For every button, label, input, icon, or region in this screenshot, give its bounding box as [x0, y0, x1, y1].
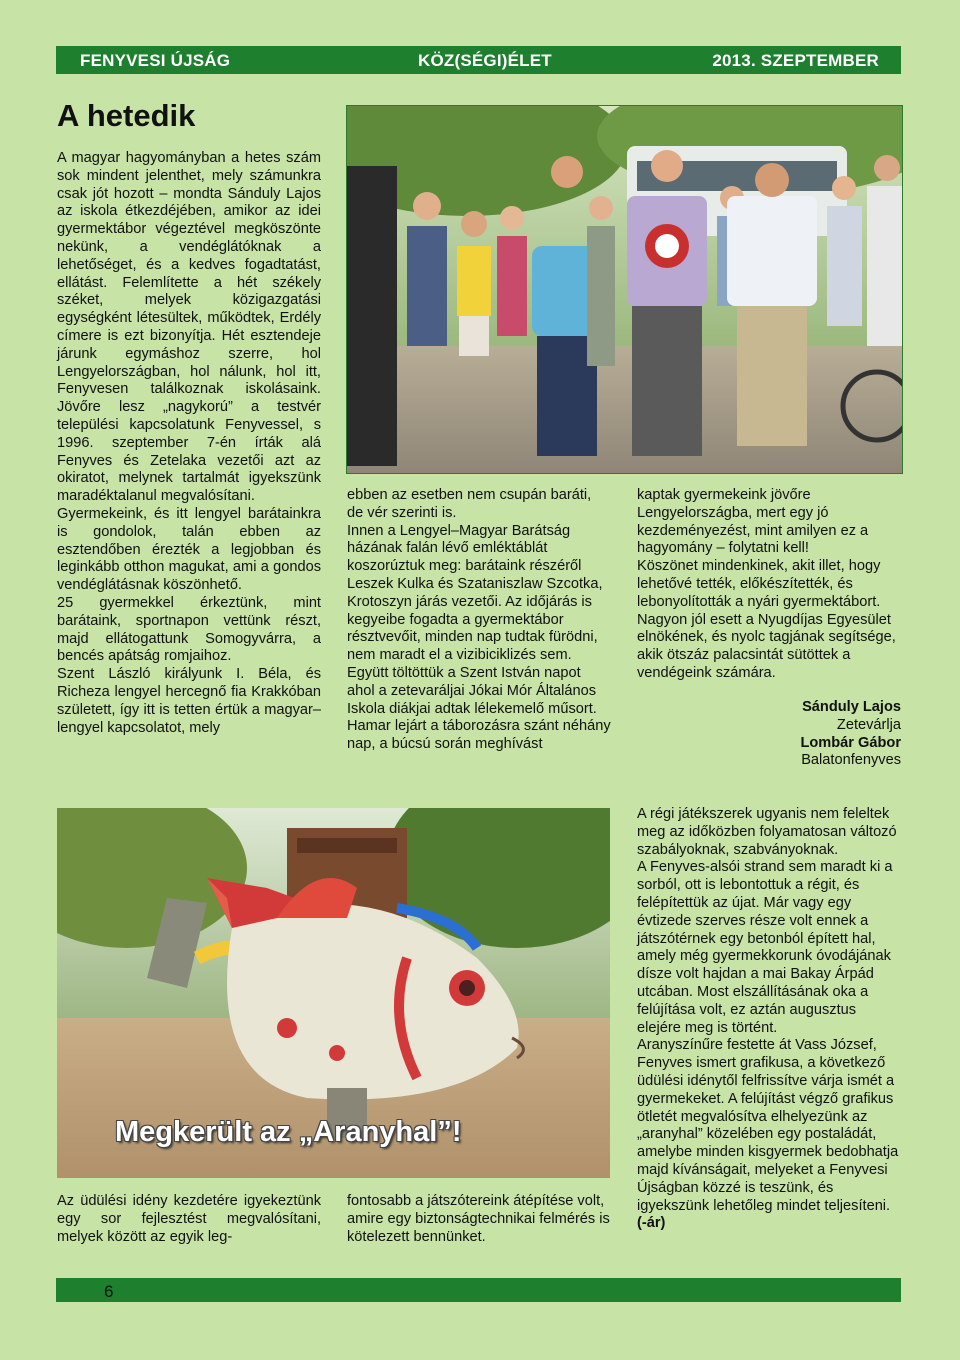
paragraph: Innen a Lengyel–Magyar Barátság házának falán lévő emléktáblát koszorúztuk meg: barátaink részéről Leszek Kulka és Szataniszlaw Szcotka, Krotoszyn járás vezetői. Az időjárás is kegyeibe fogadta a gyermektábor résztvevőit, minden nap tudtak fürödni, nem maradt el a vizibiciklizés sem. Együtt töltöttük a Szent István napot ahol a zetevaráljai Jókai Mór Általános Iskola diákjai adtak lélekemelő műsort. [347, 522, 603, 717]
photo-title: Megkerült az „Aranyhal”! [115, 1116, 462, 1148]
paragraph: 25 gyermekkel érkeztünk, mint barátaink, sportnapon vettünk részt, majd ellátogattunk Somogyvárra, a bencés apátság romjaihoz. [57, 594, 321, 665]
signature-name-2: Lombár Gábor [800, 734, 901, 751]
footer-bar [56, 1278, 901, 1302]
article1-column-3 [637, 487, 901, 683]
paragraph [637, 1037, 901, 1233]
group-photo-image [347, 106, 902, 473]
byline: (-ár) [637, 1215, 666, 1232]
article-title: A hetedik [57, 98, 196, 133]
article1-column-2 [347, 487, 611, 754]
page-number: 6 [104, 1282, 114, 1301]
signature-place-2: Balatonfenyves [801, 752, 901, 769]
paragraph: ebben az esetben nem csupán baráti, de vér szerinti is. [347, 487, 592, 521]
paragraph: A régi játékszerek ugyanis nem feleltek meg az időközben folyamatosan változó szabályoknak, szabványoknak. [637, 806, 897, 858]
signature-name-1: Sánduly Lajos [802, 699, 901, 715]
paragraph: kaptak gyermekeink jövőre Lengyelországba, mert egy jó kezdeményezést, mint amilyen ez a hagyomány – folytatni kell! [637, 487, 869, 557]
paragraph: Hamar lejárt a táborozásra szánt néhány nap, a búcsú során meghívást [347, 718, 611, 753]
publication-name: FENYVESI ÚJSÁG [80, 51, 231, 70]
section-name: KÖZ(SÉGI)ÉLET [418, 51, 552, 70]
paragraph: Gyermekeink, és itt lengyel barátainkra is gondolok, talán ebben az esztendőben érezték a legjobban és leginkább otthon magukat, ami a gondos vendéglátásnak köszönhető. [57, 505, 321, 594]
paragraph: A magyar hagyományban a hetes szám sok mindent jelenthet, mely számunkra csak jót hozott – mondta Sánduly Lajos az iskola étkezdéjében, amikor az idei gyermektábor végeztével megköszönte nekünk, a vendéglátóknak a lehetőséget, és a kedves fogadtatást, ellátást. Felemlítette a hét székely széket, melyek közigazgatási egységként létesültek, működtek, Erdély címere is ezt bizonyítja. Hét esztendeje járunk egymáshoz szerre, hol Lengyelországban, hol nálunk, hol itt, Fenyvesen találkoznak iskolásaink. Jövőre lesz „nagykorú” a testvér települési kapcsolatunk Fenyvessel, s 1996. szeptember 7-én írták alá Fenyves és Zetelaka vezetői azt az okiratot, melynek tartalmát igyekszünk maradéktalanul megvalósítani. [57, 150, 321, 505]
group-photo [346, 105, 903, 474]
paragraph: Az üdülési idény kezdetére igyekeztünk egy sor fejlesztést megvalósítani, melyek között az egyik leg- [57, 1193, 321, 1245]
paragraph: A Fenyves-alsói strand sem maradt ki a sorból, ott is lebontottuk a régit, és felépítettük az újat. Már vagy egy évtizede szerves része volt ennek a játszótérnek egy betonból épített hal, amely még gyermekkorunk óvodájának dísze volt hajdan a mai Bakay Árpád utcában. Most elszállításának oka a felújítása volt, ez aztán augusztus elejére meg is történt. [637, 859, 893, 1036]
article2-column-2 [347, 1193, 611, 1246]
article2-column-1 [57, 1193, 321, 1246]
signature-place-1: Zetevárlja [836, 716, 901, 733]
issue-date: 2013. SZEPTEMBER [712, 51, 879, 70]
article1-column-1 [57, 150, 321, 737]
paragraph: Köszönet mindenkinek, akit illet, hogy lehetővé tették, előkészítették, és lebonyolították a nyári gyermektábort. Nagyon jól esett a Nyugdíjas Egyesület elnökének, és nyolc tagjának segítsége, akik ötszáz palacsintát sütöttek a vendégeink számára. [637, 558, 896, 681]
signature-block [637, 699, 901, 770]
paragraph-text: Aranyszínűre festette át Vass József, Fenyves ismert grafikusa, a következő üdülési idénytől felfrissítve várja ismét a gyermekeket. A felújítást végző grafikus ötletét megvalósítva elhelyezünk az „aranyhal” közelében egy postaládát, amelybe minden kisgyermek bedobhatja majd kívánságait, melyeket a Fenyvesi Újságban közzé is teszünk, és igyekszünk lehetőleg mindet teljesíteni. [637, 1037, 899, 1214]
header-bar [56, 46, 901, 74]
paragraph: Szent László királyunk I. Béla, és Richeza lengyel hercegnő fia Krakkóban született, így itt is tetten értük a magyar–lengyel kapcsolatot, mely [57, 666, 321, 736]
article2-column-3 [637, 806, 901, 1233]
paragraph: fontosabb a játszótereink átépítése volt, amire egy biztonságtechnikai felmérés is kötelezett bennünket. [347, 1193, 610, 1245]
